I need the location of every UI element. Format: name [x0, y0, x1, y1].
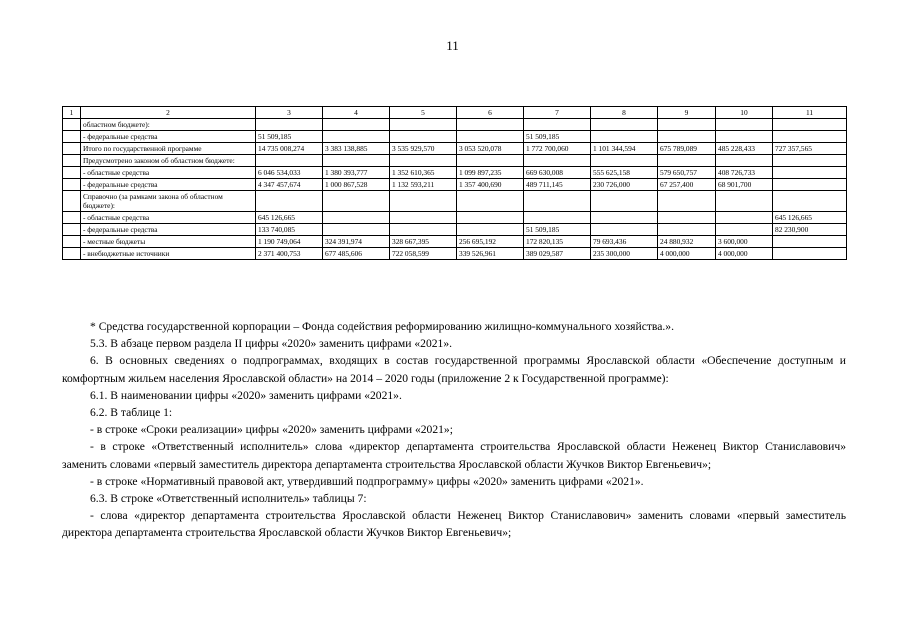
table-cell: 4 000,000 [716, 248, 773, 260]
paragraph-6-2-item-2: - в строке «Ответственный исполнитель» слова «директор департамента строительства Ярославской области Неженец Виктор Станиславович» заменить словами «первый заместитель директора департамента строительства Ярославской области Жучков Виктор Евгеньевич»; [62, 440, 846, 471]
paragraph-6: 6. В основных сведениях о подпрограммах, входящих в состав государственной программы Ярославской области «Обеспечение доступным и комфортным жильем населения Ярославской области» на 2014 – 2020 годы (приложение 2 к Государственной программе): [62, 354, 846, 385]
table-cell [524, 191, 591, 212]
row-label-cell: - внебюджетные источники [81, 248, 256, 260]
table-header-cell: 1 [63, 107, 81, 119]
table-header-cell: 3 [256, 107, 323, 119]
table-header-cell: 8 [591, 107, 658, 119]
table-header-cell: 7 [524, 107, 591, 119]
table-header-cell: 2 [81, 107, 256, 119]
table-cell: 579 650,757 [658, 167, 716, 179]
table-cell [63, 212, 81, 224]
table-cell: 722 058,599 [390, 248, 457, 260]
table-cell [256, 119, 323, 131]
table-cell: 1 380 393,777 [323, 167, 390, 179]
table-cell [716, 212, 773, 224]
table-cell: 408 726,733 [716, 167, 773, 179]
table-row [63, 191, 847, 212]
table-cell: 3 600,000 [716, 236, 773, 248]
table-cell: 133 740,085 [256, 224, 323, 236]
table-cell [256, 191, 323, 212]
table-row [63, 131, 847, 143]
table-cell [773, 119, 847, 131]
table-cell [716, 191, 773, 212]
table-cell [323, 212, 390, 224]
table-row [63, 212, 847, 224]
paragraph-6-2: 6.2. В таблице 1: [90, 406, 173, 420]
table-cell: 1 101 344,594 [591, 143, 658, 155]
table-cell: 4 000,000 [658, 248, 716, 260]
table-row [63, 167, 847, 179]
table-cell: 555 625,158 [591, 167, 658, 179]
table-cell [591, 191, 658, 212]
table-cell: 645 126,665 [773, 212, 847, 224]
paragraph-6-1: 6.1. В наименовании цифры «2020» заменить цифрами «2021». [90, 388, 402, 402]
table-cell: 489 711,145 [524, 179, 591, 191]
table-cell [390, 155, 457, 167]
table-cell [63, 119, 81, 131]
table-cell [457, 224, 524, 236]
table-cell: 230 726,000 [591, 179, 658, 191]
table-cell: 67 257,400 [658, 179, 716, 191]
table-cell: 14 735 008,274 [256, 143, 323, 155]
paragraph-6-3: 6.3. В строке «Ответственный исполнитель» таблицы 7: [90, 492, 367, 506]
table-cell [323, 191, 390, 212]
table-cell: 389 029,587 [524, 248, 591, 260]
table-cell: 677 485,606 [323, 248, 390, 260]
row-label-cell: - федеральные средства [81, 131, 256, 143]
table-row [63, 119, 847, 131]
table-cell: 339 526,961 [457, 248, 524, 260]
table-cell: 485 228,433 [716, 143, 773, 155]
paragraph-6-3-item-1: - слова «директор департамента строительства Ярославской области Неженец Виктор Станиславович» заменить словами «первый заместитель директора департамента строительства Ярославской области Жучков Виктор Евгеньевич»; [62, 509, 846, 540]
paragraph-5-3: 5.3. В абзаце первом раздела II цифры «2020» заменить цифрами «2021». [90, 337, 453, 351]
table-cell [256, 155, 323, 167]
table-cell [390, 224, 457, 236]
table-cell: 727 357,565 [773, 143, 847, 155]
footnote-paragraph: * Средства государственной корпорации – Фонда содействия реформированию жилищно-коммунального хозяйства.». [90, 320, 674, 333]
table-cell: 645 126,665 [256, 212, 323, 224]
table-cell [591, 212, 658, 224]
table-row [63, 143, 847, 155]
table-cell: 3 383 138,885 [323, 143, 390, 155]
table-cell [524, 155, 591, 167]
table-row [63, 248, 847, 260]
document-body [62, 318, 846, 542]
table-cell: 1 099 897,235 [457, 167, 524, 179]
table-cell [390, 191, 457, 212]
row-label-cell: Итого по государственной программе [81, 143, 256, 155]
table-cell [773, 236, 847, 248]
table-row [63, 224, 847, 236]
table-cell: 1 132 593,211 [390, 179, 457, 191]
row-label-cell: - федеральные средства [81, 224, 256, 236]
table-cell [658, 155, 716, 167]
table-cell [63, 179, 81, 191]
table-cell [63, 224, 81, 236]
table-cell: 51 509,185 [256, 131, 323, 143]
table-cell [323, 155, 390, 167]
table-cell [63, 167, 81, 179]
row-label-cell: областном бюджете): [81, 119, 256, 131]
table-cell: 24 880,932 [658, 236, 716, 248]
table-cell [63, 143, 81, 155]
table-cell [773, 191, 847, 212]
table-cell: 79 693,436 [591, 236, 658, 248]
table-cell [591, 119, 658, 131]
row-label-cell: Предусмотрено законом об областном бюджете: [81, 155, 256, 167]
table-cell [524, 212, 591, 224]
table-cell [457, 212, 524, 224]
row-label-cell: Справочно (за рамками закона об областном бюджете): [81, 191, 256, 212]
table-cell: 256 695,192 [457, 236, 524, 248]
table-cell [323, 224, 390, 236]
table-cell: 1 357 400,690 [457, 179, 524, 191]
table-cell [716, 224, 773, 236]
table-cell [63, 191, 81, 212]
table-cell: 3 535 929,570 [390, 143, 457, 155]
table-cell [773, 131, 847, 143]
table-header-cell: 6 [457, 107, 524, 119]
table-cell: 1 190 749,064 [256, 236, 323, 248]
table-header-cell: 10 [716, 107, 773, 119]
table-cell [773, 179, 847, 191]
table-cell [773, 248, 847, 260]
table-cell: 328 667,395 [390, 236, 457, 248]
table-cell [773, 155, 847, 167]
table-cell [716, 155, 773, 167]
table-header-cell: 9 [658, 107, 716, 119]
table-cell [773, 167, 847, 179]
table-row [63, 236, 847, 248]
row-label-cell: - областные средства [81, 167, 256, 179]
table-cell [716, 119, 773, 131]
table-cell: 1 000 867,528 [323, 179, 390, 191]
table-cell [63, 248, 81, 260]
table-header-cell: 4 [323, 107, 390, 119]
row-label-cell: - федеральные средства [81, 179, 256, 191]
row-label-cell: - местные бюджеты [81, 236, 256, 248]
table-cell [457, 191, 524, 212]
table-cell [323, 131, 390, 143]
table-cell: 51 509,185 [524, 224, 591, 236]
table-row [63, 155, 847, 167]
table-header-row [63, 107, 847, 119]
table-cell: 3 053 520,078 [457, 143, 524, 155]
paragraph-6-2-item-3: - в строке «Нормативный правовой акт, утвердивший подпрограмму» цифры «2020» заменить цифрами «2021». [90, 474, 644, 488]
table-cell: 6 046 534,033 [256, 167, 323, 179]
table-cell: 172 820,135 [524, 236, 591, 248]
table-cell: 324 391,974 [323, 236, 390, 248]
table-cell [658, 131, 716, 143]
table-cell [658, 119, 716, 131]
table-cell: 1 352 610,365 [390, 167, 457, 179]
table-cell: 4 347 457,674 [256, 179, 323, 191]
table-cell: 669 630,008 [524, 167, 591, 179]
table-cell: 2 371 400,753 [256, 248, 323, 260]
table-cell [457, 155, 524, 167]
table-cell [716, 131, 773, 143]
row-label-cell: - областные средства [81, 212, 256, 224]
table-cell [457, 119, 524, 131]
table-cell [63, 155, 81, 167]
table-cell [390, 119, 457, 131]
table-cell [524, 119, 591, 131]
table-cell: 68 901,700 [716, 179, 773, 191]
table-cell: 82 230,900 [773, 224, 847, 236]
table-header-cell: 5 [390, 107, 457, 119]
table-cell [63, 236, 81, 248]
table-cell [390, 212, 457, 224]
table-cell [323, 119, 390, 131]
table-cell [658, 191, 716, 212]
budget-table [62, 106, 847, 260]
table-cell [390, 131, 457, 143]
page-number: 11 [446, 38, 459, 53]
table-cell: 1 772 700,060 [524, 143, 591, 155]
table-row [63, 179, 847, 191]
table-cell [591, 155, 658, 167]
table-cell: 675 789,089 [658, 143, 716, 155]
table-cell: 235 300,000 [591, 248, 658, 260]
table-cell: 51 509,185 [524, 131, 591, 143]
table-cell [658, 212, 716, 224]
table-cell [63, 131, 81, 143]
table-cell [591, 131, 658, 143]
table-cell [457, 131, 524, 143]
table-cell [591, 224, 658, 236]
paragraph-6-2-item-1: - в строке «Сроки реализации» цифры «2020» заменить цифрами «2021»; [90, 423, 453, 437]
table-cell [658, 224, 716, 236]
table-header-cell: 11 [773, 107, 847, 119]
